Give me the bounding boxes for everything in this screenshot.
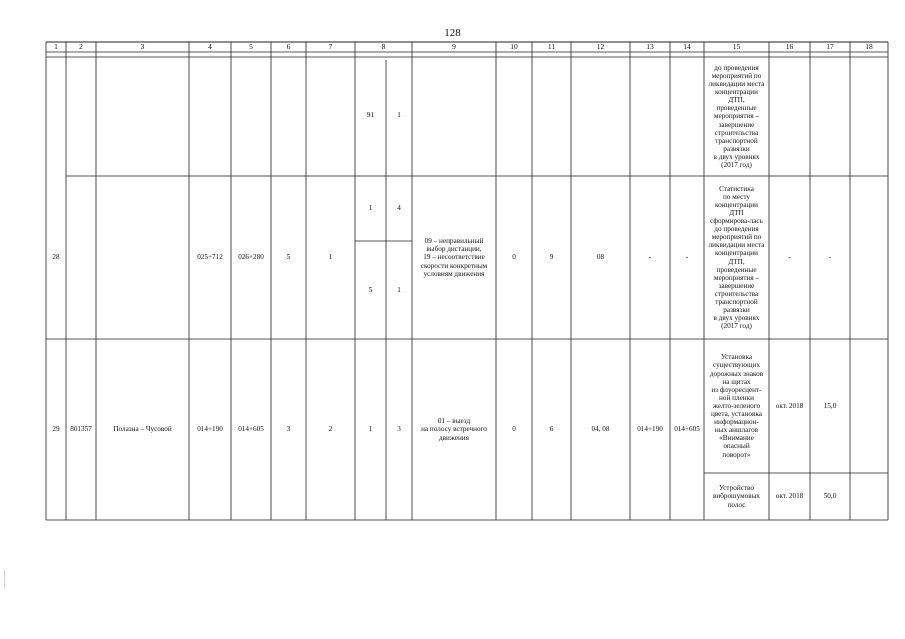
row28-col8-top-b: 4 bbox=[397, 204, 401, 213]
header-col-18: 18 bbox=[865, 41, 873, 51]
row29-col13: 014+190 bbox=[637, 425, 663, 434]
header-col-13: 13 bbox=[646, 41, 654, 51]
header-col-7: 7 bbox=[328, 41, 333, 51]
row28-col15: Статистика по месту концентрации ДТП сформирова-лась до проведения мероприятий по ликвидации места концентрации ДТП, проведенные мероприятия – завершение строительства транспортной развязки в двух уровнях (2017 год) bbox=[708, 184, 765, 331]
page-number: 128 bbox=[444, 27, 461, 39]
row28-col4: 025+712 bbox=[197, 253, 223, 262]
row29-col7: 2 bbox=[328, 425, 333, 434]
row28-col17: - bbox=[828, 253, 832, 262]
row29-col9: 01 – выезд на полосу встречного движения bbox=[421, 417, 487, 442]
row29-col8-b: 3 bbox=[397, 425, 401, 434]
row29-col14: 014+605 bbox=[674, 425, 700, 434]
row29-col11: 6 bbox=[549, 425, 554, 434]
header-col-11: 11 bbox=[547, 41, 556, 51]
continuation-col15: до проведения мероприятий по ликвидации места концентрации ДТП, проведенные мероприятия – завершение строительства транспортной развязки в двух уровнях (2017 год) bbox=[708, 63, 765, 170]
header-col-1: 1 bbox=[54, 41, 58, 51]
row29-measure1-col15: Установка существующих дорожных знаков на щитах из флуоресцент- ной пленки желто-зеленого цвета, установка информацион- ных аншлагов «Внимание опасный поворот» bbox=[709, 353, 764, 459]
row28-number: 28 bbox=[52, 253, 60, 262]
row28-col16: - bbox=[788, 253, 791, 262]
row28-col6: 5 bbox=[286, 253, 291, 262]
row29-col3: Полазна – Чусовой bbox=[113, 425, 172, 434]
row29-col5: 014+605 bbox=[238, 425, 264, 434]
header-col-8: 8 bbox=[381, 41, 386, 51]
header-col-16: 16 bbox=[785, 41, 794, 51]
header-col-4: 4 bbox=[208, 41, 212, 51]
header-col-15: 15 bbox=[732, 41, 741, 51]
row28-col9: 09 – неправильный выбор дистанции, 19 – несоответствие скорости конкретным условиям движения bbox=[420, 237, 488, 278]
row29-measure2-col15: Устройство виброшумовых полос bbox=[712, 484, 761, 509]
row29-measure2-col17: 50,0 bbox=[823, 492, 837, 501]
scan-margin-mark bbox=[4, 570, 5, 588]
row29-measure1-col17: 15,0 bbox=[823, 401, 837, 410]
row28-col14: - bbox=[685, 253, 689, 262]
header-col-17: 17 bbox=[826, 41, 834, 51]
row29-col4: 014+190 bbox=[197, 425, 223, 434]
header-col-10: 10 bbox=[510, 41, 518, 51]
row28-col5: 026+280 bbox=[238, 253, 264, 262]
header-col-14: 14 bbox=[683, 41, 691, 51]
row29-col12: 04, 08 bbox=[591, 425, 610, 434]
row29-col8-a: 1 bbox=[368, 425, 373, 434]
row28-col8-bottom-b: 1 bbox=[397, 285, 401, 294]
row29-col6: 3 bbox=[286, 425, 291, 434]
header-col-3: 3 bbox=[140, 41, 145, 51]
row28-col11: 9 bbox=[549, 253, 554, 262]
row28-col8-bottom-a: 5 bbox=[368, 285, 373, 294]
header-col-9: 9 bbox=[452, 41, 456, 51]
row29-measure2-col16: окт. 2018 bbox=[775, 492, 804, 501]
row28-col10: 0 bbox=[512, 253, 516, 262]
row29-col2: 801357 bbox=[70, 425, 92, 434]
row29-number: 29 bbox=[52, 425, 60, 434]
row28-col8-top-a: 1 bbox=[368, 204, 373, 213]
row28-col13: - bbox=[648, 253, 652, 262]
row29-col10: 0 bbox=[512, 425, 516, 434]
row29-measure1-col16: окт. 2018 bbox=[775, 401, 804, 410]
header-col-2: 2 bbox=[79, 41, 83, 51]
header-col-6: 6 bbox=[286, 41, 291, 51]
header-col-12: 12 bbox=[596, 41, 605, 51]
row28-col12: 08 bbox=[596, 253, 605, 262]
header-col-5: 5 bbox=[249, 41, 253, 51]
row28-col7: 1 bbox=[328, 253, 333, 262]
continuation-col8-a: 91 bbox=[366, 110, 375, 119]
continuation-col8-b: 1 bbox=[397, 110, 401, 119]
